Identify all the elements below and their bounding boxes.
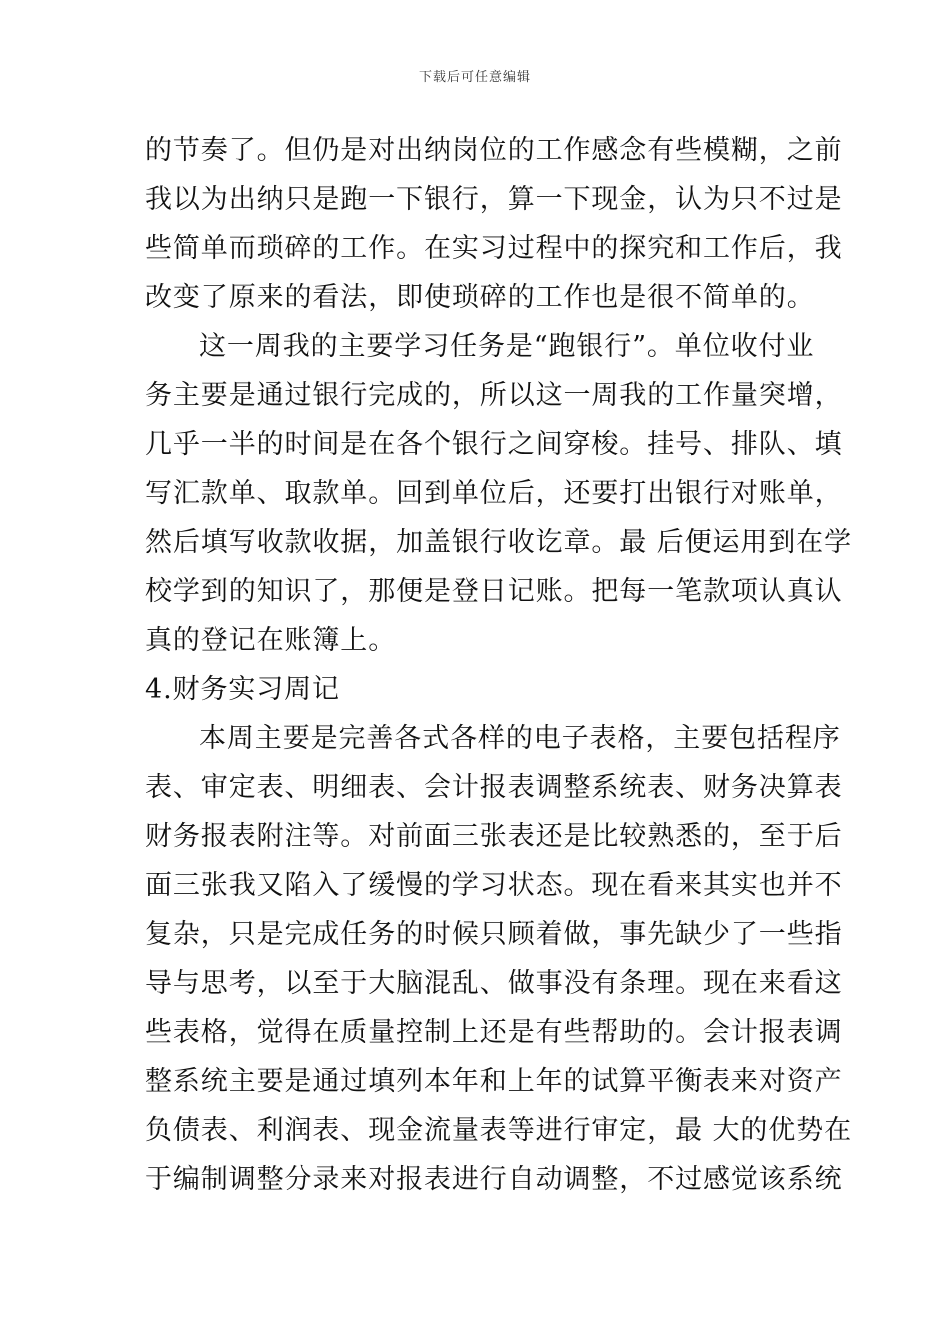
- text-line: 些表格，觉得在质量控制上还是有些帮助的。会计报表调: [145, 1017, 843, 1048]
- text-line: 的节奏了。但仍是对出纳岗位的工作感念有些模糊，之前: [145, 135, 843, 166]
- paragraph-first-line: 本周主要是完善各式各样的电子表格，主要包括程序: [199, 723, 841, 754]
- text-line: 真的登记在账簿上。: [145, 625, 397, 656]
- text-line: 然后填写收款收据，加盖银行收讫章。最 后便运用到在学: [145, 527, 852, 558]
- text-line: 写汇款单、取款单。回到单位后，还要打出银行对账单，: [145, 478, 843, 509]
- text-line: 改变了原来的看法，即使琐碎的工作也是很不简单的。: [145, 282, 815, 313]
- page-header: 下载后可任意编辑: [418, 70, 531, 85]
- body-text: [145, 126, 852, 1204]
- text-line: 复杂，只是完成任务的时候只顾着做，事先缺少了一些指: [145, 919, 843, 950]
- text-line: 面三张我又陷入了缓慢的学习状态。现在看来其实也并不: [145, 870, 843, 901]
- text-line: 负债表、利润表、现金流量表等进行审定，最 大的优势在: [145, 1115, 852, 1146]
- text-line: 务主要是通过银行完成的，所以这一周我的工作量突增，: [145, 380, 843, 411]
- text-line: 表、审定表、明细表、会计报表调整系统表、财务决算表: [145, 772, 843, 803]
- text-line: 些简单而琐碎的工作。在实习过程中的探究和工作后，我: [145, 233, 843, 264]
- text-line: 校学到的知识了，那便是登日记账。把每一笔款项认真认: [145, 576, 843, 607]
- text-line: 于编制调整分录来对报表进行自动调整，不过感觉该系统: [145, 1164, 843, 1195]
- text-line: 整系统主要是通过填列本年和上年的试算平衡表来对资产: [145, 1066, 843, 1097]
- text-line: 财务报表附注等。对前面三张表还是比较熟悉的，至于后: [145, 821, 843, 852]
- section-heading: 4.财务实习周记: [145, 674, 340, 705]
- text-line: 导与思考，以至于大脑混乱、做事没有条理。现在来看这: [145, 968, 843, 999]
- paragraph-first-line: 这一周我的主要学习任务是“跑银行”。单位收付业: [199, 331, 815, 362]
- text-line: 几乎一半的时间是在各个银行之间穿梭。挂号、排队、填: [145, 429, 843, 460]
- text-line: 我以为出纳只是跑一下银行，算一下现金，认为只不过是: [145, 184, 843, 215]
